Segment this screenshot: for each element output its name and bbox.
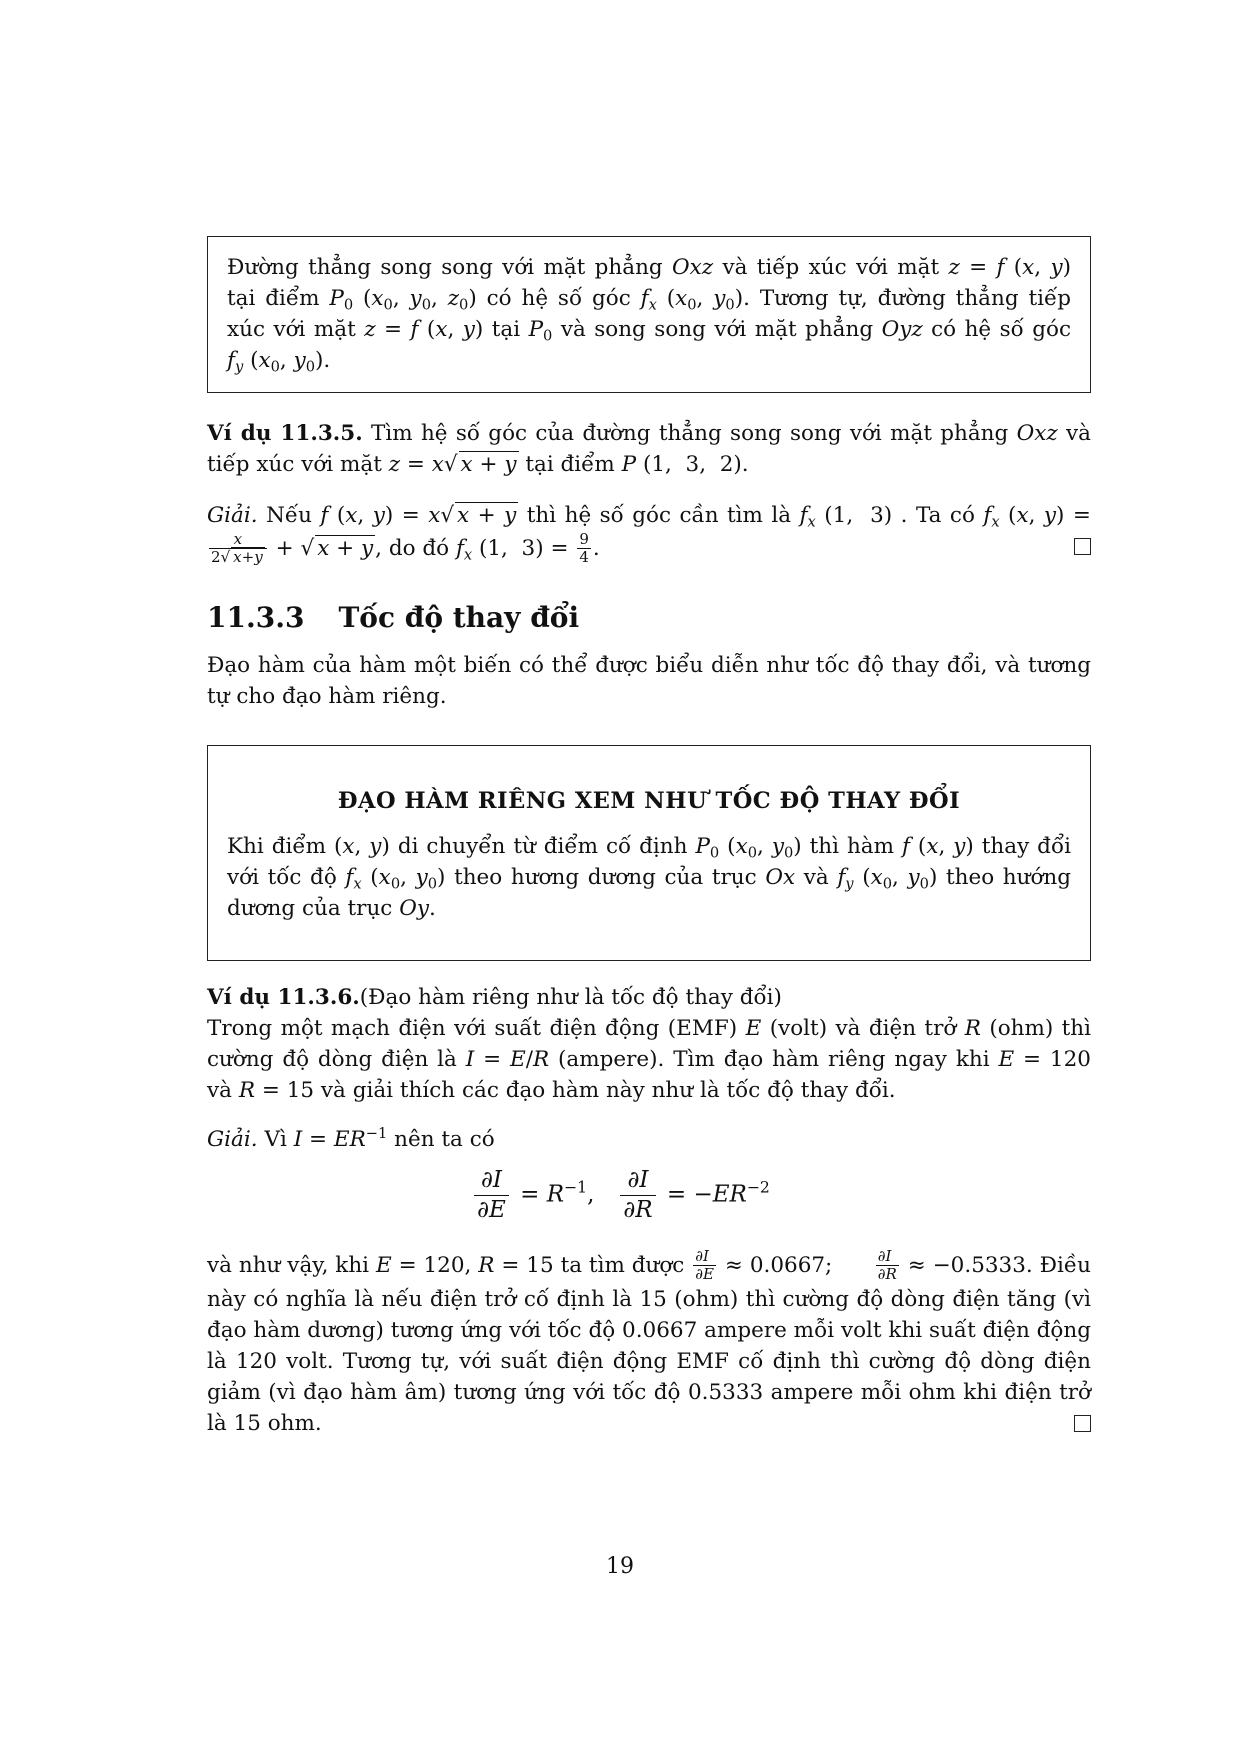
theorem-line-1: Đường thẳng song song với mặt phẳng Oxz và tiếp xúc với mặt z = f (x, y) [227,255,1072,280]
example-label: Ví dụ 11.3.5. [207,421,363,446]
display-equation: $\frac{\partial I}{\partial E}$ = $R^{-1}$, $\frac{\partial I}{\partial R}$ = $-ER^{-2}$ [0,1166,1240,1225]
definition-box-title: ĐẠO HÀM RIÊNG XEM NHƯ TỐC ĐỘ THAY ĐỔI [337,788,961,814]
theorem-box-tangent-slope [207,236,1091,393]
definition-box-rate-of-change: ĐẠO HÀM RIÊNG XEM NHƯ TỐC ĐỘ THAY ĐỔI Khi điểm (x, y) di chuyển từ điểm cố định $P_0$ ($x_0$, $y_0$) thì hàm f (x, y) thay đổi với tốc độ $f_x$ ($x_0$, $y_0$) theo hương dương của trục Ox và $f_y$ ($x_0$, $y_0$) theo hướng dương của trục Oy. [207,745,1091,961]
section-heading [207,602,579,633]
solution-label: Giải. [207,503,258,528]
solution-11-3-5: Giải. Nếu f (x, y) = x√ x + y thì hệ số góc cần tìm là $f_x$ (1, 3) . Ta có $f_x$ (x, y) = $\frac{x}{2√ x+y}$ + √ x + y, do đó $f_x$ (1, 3) = $\frac{9}{4}$ . [207,503,1091,567]
solution-11-3-6-body: và như vậy, khi E = 120, R = 15 ta tìm được $\frac{\partial I}{\partial E}$ ≈ 0.0667; $\frac{\partial I}{\partial R}$ ≈ −0.5333. Điều này có nghĩa là nếu điện trở cố định là 15 (ohm) thì cường độ dòng điện tăng (vì đạo hàm dương) tương ứng với tốc độ 0.0667 ampere mỗi volt khi suất điện động là 120 volt. Tương tự, với suất điện động EMF cố định thì cường độ dòng điện giảm (vì đạo hàm âm) tương ứng với tốc độ 0.5333 ampere mỗi ohm khi điện trở là 15 ohm. [207,1247,1091,1436]
solution-label: Giải. [207,1127,258,1152]
example-11-3-6: Ví dụ 11.3.6.(Đạo hàm riêng như là tốc độ thay đổi) Trong một mạch điện với suất điện động (EMF) E (volt) và điện trở R (ohm) thì cường độ dòng điện là I = E/R (ampere). Tìm đạo hàm riêng ngay khi E = 120 và R = 15 và giải thích các đạo hàm này như là tốc độ thay đổi. [207,985,1092,1103]
solution-11-3-6-intro: Giải. Vì $I = ER^{-1}$ nên ta có [207,1124,495,1152]
theorem-line-3: xúc với mặt z = f (x, y) tại $P_0$ và song song với mặt phẳng Oyz có hệ số góc [227,317,1072,345]
qed-square-icon [1074,538,1091,555]
page-number: 19 [606,1554,634,1579]
theorem-line-4: $f_y$ ($x_0$, $y_0$). [227,348,331,376]
example-11-3-5: Ví dụ 11.3.5. Tìm hệ số góc của đường thẳng song song với mặt phẳng Oxz và tiếp xúc với mặt z = x√ x + y tại điểm P (1, 3, 2). [207,421,1091,477]
section-number: 11.3.3 [207,601,305,634]
section-title: Tốc độ thay đổi [338,601,580,634]
qed-square-icon [1074,1415,1091,1432]
section-intro: Đạo hàm của hàm một biến có thể được biểu diễn như tốc độ thay đổi, và tương tự cho đạo hàm riêng. [207,653,1091,709]
theorem-line-2: tại điểm $P_0$ ($x_0$, $y_0$, $z_0$) có hệ số góc $f_x$ ($x_0$, $y_0$). Tương tự, đường thẳng tiếp [227,286,1071,314]
example-label: Ví dụ 11.3.6. [207,985,360,1010]
